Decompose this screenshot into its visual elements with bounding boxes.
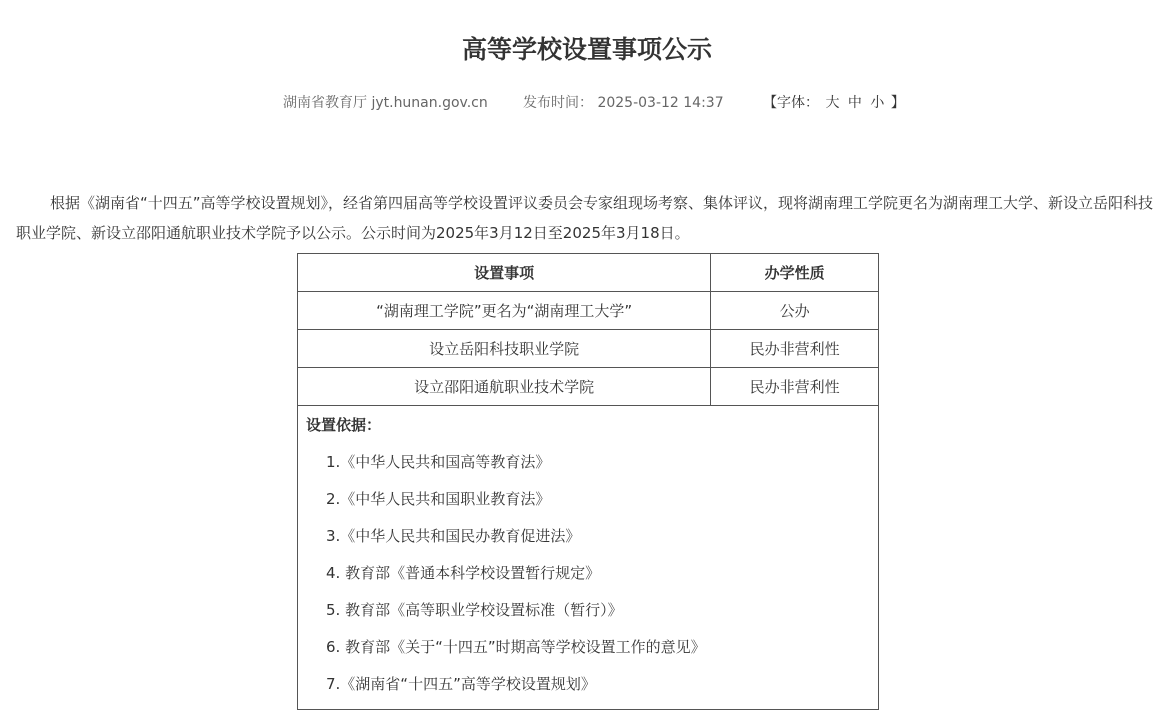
list-item: 2.《中华人民共和国职业教育法》 xyxy=(326,490,551,508)
table-header-row xyxy=(298,254,879,292)
table-row xyxy=(298,292,879,330)
school-nature-cell: 民办非营利性 xyxy=(711,368,879,406)
basis-title: 设置依据： xyxy=(306,416,382,434)
font-size-suffix: 】 xyxy=(890,95,905,111)
publish-time: 发布时间： 2025-03-12 14:37 xyxy=(523,95,724,111)
list-item: 7.《湖南省“十四五”高等学校设置规划》 xyxy=(326,675,596,693)
setup-item-cell: “湖南理工学院”更名为“湖南理工大学” xyxy=(298,292,711,330)
setup-item-cell: 设立邵阳通航职业技术学院 xyxy=(298,368,711,406)
font-size-switcher xyxy=(763,92,905,112)
list-item: 4. 教育部《普通本科学校设置暂行规定》 xyxy=(326,564,601,582)
header-setup-item: 设置事项 xyxy=(298,254,711,292)
list-item: 5. 教育部《高等职业学校设置标准（暂行）》 xyxy=(326,601,623,619)
source-label: 湖南省教育厅 jyt.hunan.gov.cn xyxy=(283,95,488,111)
font-size-large-button[interactable]: 大 xyxy=(825,95,840,111)
page-title: 高等学校设置事项公示 xyxy=(461,35,712,64)
table-row xyxy=(298,368,879,406)
header-school-nature: 办学性质 xyxy=(711,254,879,292)
setup-items-table xyxy=(297,253,879,710)
font-size-prefix: 【字体： xyxy=(763,95,819,111)
font-size-medium-button[interactable]: 中 xyxy=(847,95,862,111)
basis-list xyxy=(306,444,870,703)
school-nature-cell: 民办非营利性 xyxy=(711,330,879,368)
announcement-paragraph: 根据《湖南省“十四五”高等学校设置规划》，经省第四届高等学校设置评议委员会专家组现场考察、集体评议，现将湖南理工学院更名为湖南理工大学、新设立岳阳科技职业学院、新设立邵阳通航职业技术学院予以公示。公示时间为2025年3月12日至2025年3月18日。 xyxy=(16,194,1154,242)
list-item: 1.《中华人民共和国高等教育法》 xyxy=(326,453,551,471)
list-item: 3.《中华人民共和国民办教育促进法》 xyxy=(326,527,581,545)
font-size-small-button[interactable]: 小 xyxy=(870,95,885,111)
table-row xyxy=(298,330,879,368)
basis-row xyxy=(298,406,879,710)
list-item: 6. 教育部《关于“十四五”时期高等学校设置工作的意见》 xyxy=(326,638,706,656)
basis-cell xyxy=(298,406,879,710)
school-nature-cell: 公办 xyxy=(711,292,879,330)
setup-item-cell: 设立岳阳科技职业学院 xyxy=(298,330,711,368)
